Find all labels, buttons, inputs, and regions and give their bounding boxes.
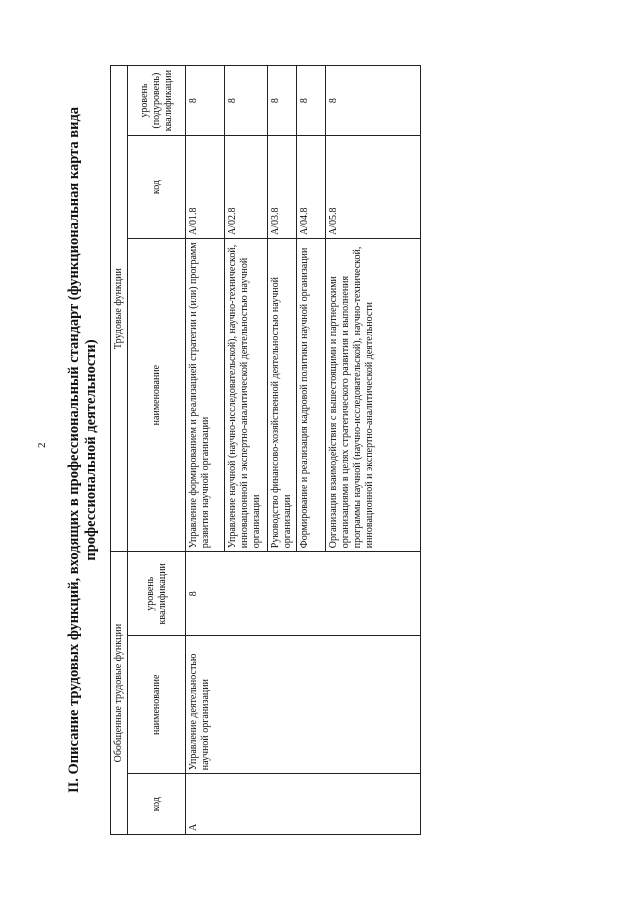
tf-name-cell: Организация взаимодействия с вышестоящими и партнерскими организациями в целях стратегического развития и выполнения программы научной (научно-исследовательской), научно-технической, инновационной и экспертно-аналитической деятельности <box>326 239 421 552</box>
generalized-name-cell: Управление деятельностью научной организации <box>186 636 421 774</box>
tf-code-cell: A/04.8 <box>297 136 326 239</box>
generalized-level-cell: 8 <box>186 552 421 636</box>
col-name-header: наименование <box>128 636 186 774</box>
col-code-header: код <box>128 774 186 835</box>
section-title <box>66 65 100 835</box>
tf-level-cell: 8 <box>268 66 297 136</box>
tf-code-cell: A/01.8 <box>186 136 225 239</box>
rotated-page-content <box>60 55 620 845</box>
section-title-line1: II. Описание трудовых функций, входящих в профессиональный стандарт (функциональная карта вида <box>66 106 82 794</box>
tf-code-cell: A/03.8 <box>268 136 297 239</box>
tf-level-cell: 8 <box>326 66 421 136</box>
tf-level-cell: 8 <box>297 66 326 136</box>
tf-code-cell: A/05.8 <box>326 136 421 239</box>
tf-code-cell: A/02.8 <box>225 136 268 239</box>
col-tf-code-header: код <box>128 136 186 239</box>
tf-name-cell: Управление научной (научно-исследовательской), научно-технической, инновационной и экспертно-аналитической деятельностью научной организации <box>225 239 268 552</box>
column-header-row <box>128 66 186 835</box>
table-row <box>186 66 225 835</box>
labor-functions-header: Трудовые функции <box>111 66 128 552</box>
col-tf-name-header: наименование <box>128 239 186 552</box>
generalized-functions-header: Обобщенные трудовые функции <box>111 552 128 835</box>
section-title-line2: профессиональной деятельности) <box>83 339 99 561</box>
generalized-code-cell: A <box>186 774 421 835</box>
functional-map-table <box>110 65 421 835</box>
tf-level-cell: 8 <box>225 66 268 136</box>
tf-name-cell: Руководство финансово-хозяйственной деятельностью научной организации <box>268 239 297 552</box>
group-header-row <box>111 66 128 835</box>
tf-name-cell: Управление формированием и реализацией стратегии и (или) программ развития научной организации <box>186 239 225 552</box>
tf-level-cell: 8 <box>186 66 225 136</box>
col-level-header: уровень квалификации <box>128 552 186 636</box>
tf-name-cell: Формирование и реализация кадровой политики научной организации <box>297 239 326 552</box>
page-number: 2 <box>36 442 48 448</box>
col-tf-level-header: уровень (подуровень) квалификации <box>128 66 186 136</box>
